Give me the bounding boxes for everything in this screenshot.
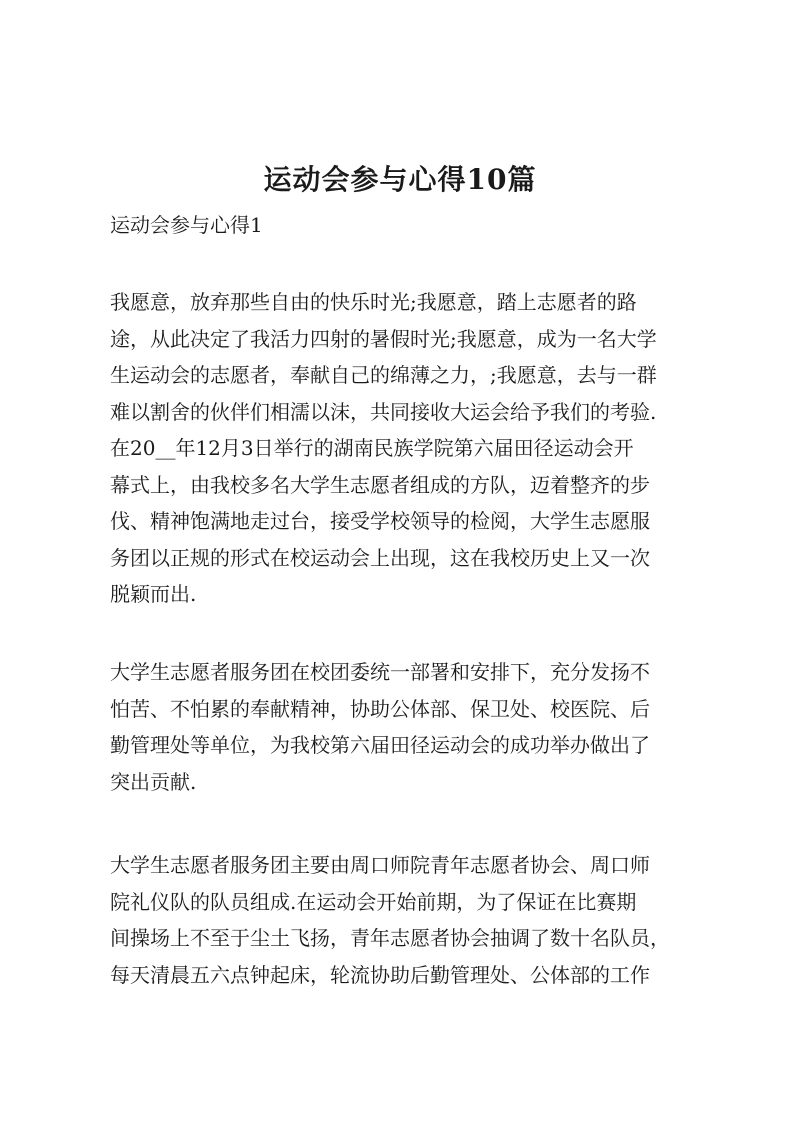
section-subheading: 运动会参与心得1	[110, 213, 263, 237]
paragraph-line: 脱颖而出.	[110, 582, 197, 606]
paragraph-line: 大学生志愿者服务团在校团委统一部署和安排下，充分发扬不	[110, 660, 650, 684]
paragraph-line: 难以割舍的伙伴们相濡以沫，共同接收大运会给予我们的考验.	[110, 399, 657, 424]
paragraph-line: 幕式上，由我校多名大学生志愿者组成的方队，迈着整齐的步	[110, 472, 650, 497]
paragraph-line: 每天清晨五六点钟起床，轮流协助后勤管理处、公体部的工作	[110, 962, 650, 987]
paragraph-line: 生运动会的志愿者，奉献自己的绵薄之力，;我愿意，去与一群	[110, 363, 657, 387]
paragraph-line: 怕苦、不怕累的奉献精神，协助公体部、保卫处、校医院、后	[110, 696, 650, 721]
paragraph-3	[110, 847, 700, 993]
paragraph-line: 大学生志愿者服务团主要由周口师院青年志愿者协会、周口师	[110, 853, 650, 877]
paragraph-line: 途，从此决定了我活力四射的暑假时光;我愿意，成为一名大学	[110, 326, 657, 351]
paragraph-line: 间操场上不至于尘土飞扬，青年志愿者协会抽调了数十名队员，	[110, 926, 670, 950]
paragraph-line: 勤管理处等单位，为我校第六届田径运动会的成功举办做出了	[110, 733, 650, 757]
paragraph-line: 在20__年12月3日举行的湖南民族学院第六届田径运动会开	[110, 436, 634, 460]
paragraph-line: 务团以正规的形式在校运动会上出现，这在我校历史上又一次	[110, 545, 650, 570]
paragraph-line: 我愿意，放弃那些自由的快乐时光;我愿意，踏上志愿者的路	[110, 290, 637, 314]
paragraph-1	[110, 284, 700, 613]
document-title: 运动会参与心得10篇	[263, 163, 537, 196]
paragraph-2	[110, 654, 700, 800]
paragraph-line: 院礼仪队的队员组成.在运动会开始前期，为了保证在比赛期	[110, 889, 637, 914]
paragraph-line: 伐、精神饱满地走过台，接受学校领导的检阅，大学生志愿服	[110, 509, 650, 533]
paragraph-line: 突出贡献.	[110, 769, 197, 794]
